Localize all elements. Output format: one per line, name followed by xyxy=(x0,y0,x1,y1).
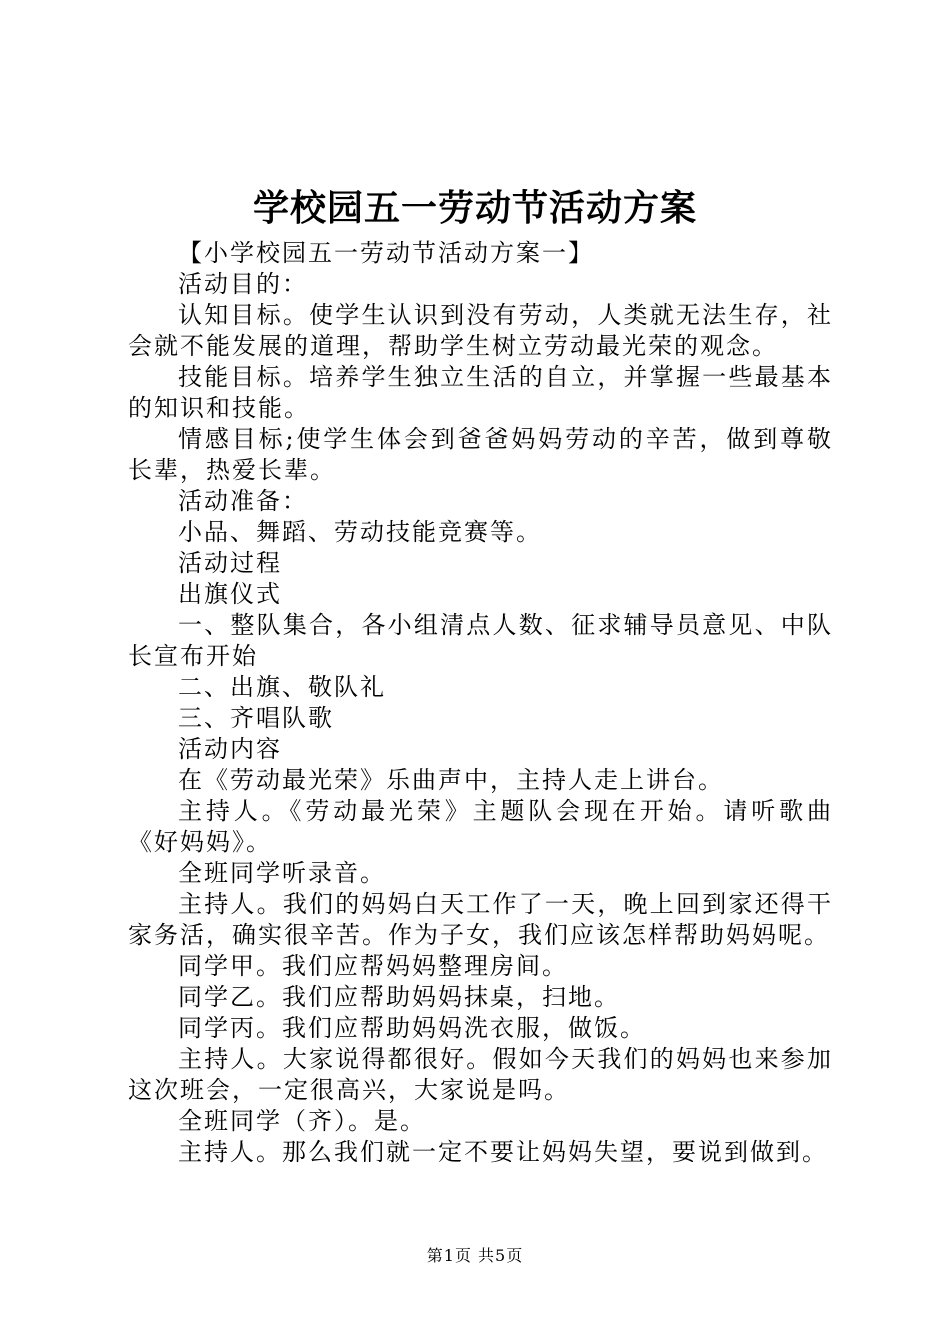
paragraph: 一、整队集合，各小组清点人数、征求辅导员意见、中队长宣布开始 xyxy=(128,611,833,670)
paragraph: 同学甲。我们应帮妈妈整理房间。 xyxy=(178,952,568,980)
document-title: 学校园五一劳动节活动方案 xyxy=(252,187,697,229)
paragraph: 主持人。大家说得都很好。假如今天我们的妈妈也来参加这次班会，一定很高兴，大家说是吗。 xyxy=(128,1045,833,1104)
paragraph: 主持人。那么我们就一定不要让妈妈失望，要说到做到。 xyxy=(178,1138,828,1166)
paragraph: 二、出旗、敬队礼 xyxy=(178,673,386,701)
paragraph: 主持人。我们的妈妈白天工作了一天，晚上回到家还得干家务活，确实很辛苦。作为子女，我们应该怎样帮助妈妈呢。 xyxy=(128,890,833,949)
paragraph: 同学乙。我们应帮助妈妈抹桌，扫地。 xyxy=(178,983,620,1011)
paragraph: 情感目标;使学生体会到爸爸妈妈劳动的辛苦，做到尊敬长辈，热爱长辈。 xyxy=(128,425,833,484)
paragraph: 活动过程 xyxy=(178,549,282,577)
paragraph: 出旗仪式 xyxy=(178,580,282,608)
paragraph: 同学丙。我们应帮助妈妈洗衣服，做饭。 xyxy=(178,1014,646,1042)
paragraph: 在《劳动最光荣》乐曲声中，主持人走上讲台。 xyxy=(178,766,724,794)
paragraph: 活动准备： xyxy=(178,487,308,515)
paragraph: 全班同学（齐）。是。 xyxy=(178,1107,426,1135)
paragraph: 小品、舞蹈、劳动技能竞赛等。 xyxy=(178,518,542,546)
page-footer: 第1页 共5页 xyxy=(426,1246,524,1265)
paragraph: 认知目标。使学生认识到没有劳动，人类就无法生存，社会就不能发展的道理，帮助学生树立劳动最光荣的观念。 xyxy=(128,301,833,360)
paragraph: 技能目标。培养学生独立生活的自立，并掌握一些最基本的知识和技能。 xyxy=(128,363,833,422)
paragraph: 【小学校园五一劳动节活动方案一】 xyxy=(178,239,594,267)
paragraph: 活动目的： xyxy=(178,270,308,298)
document-body xyxy=(128,238,833,1168)
paragraph: 活动内容 xyxy=(178,735,282,763)
paragraph: 全班同学听录音。 xyxy=(178,859,386,887)
paragraph: 主持人。《劳动最光荣》主题队会现在开始。请听歌曲《好妈妈》。 xyxy=(128,797,833,856)
paragraph: 三、齐唱队歌 xyxy=(178,704,334,732)
